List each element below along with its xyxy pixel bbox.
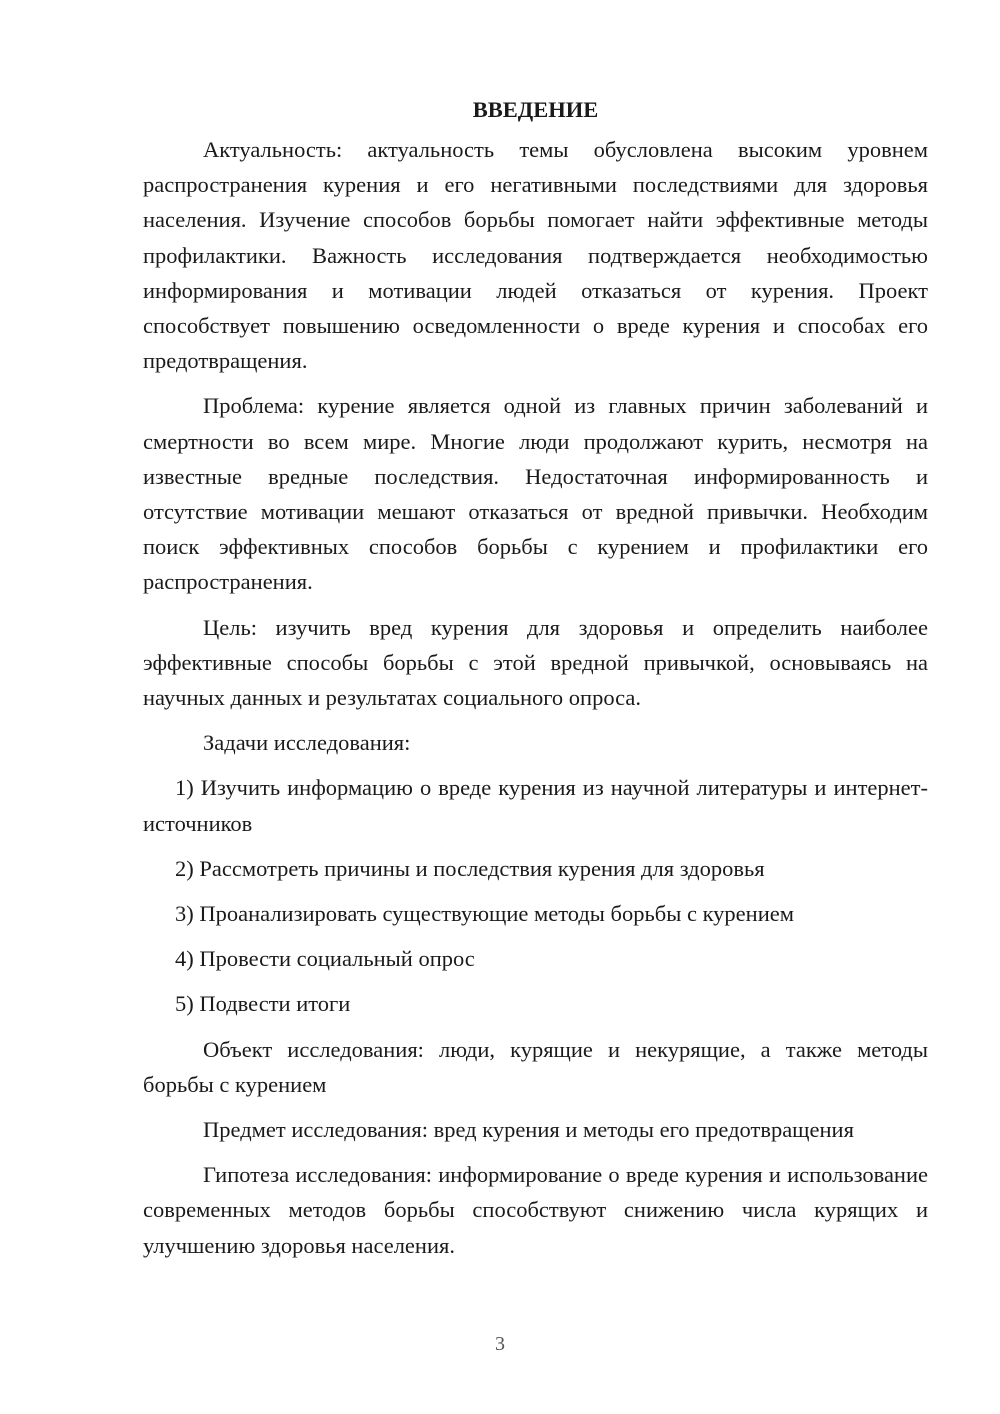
page-title: ВВЕДЕНИЕ bbox=[472, 97, 599, 122]
task-item-3: 3) Проанализировать существующие методы борьбы с курением bbox=[175, 901, 794, 927]
task-item-1: 1) Изучить информацию о вреде курения из научной литературы и интернет-источников bbox=[143, 775, 928, 836]
document-page bbox=[143, 92, 928, 1273]
subject-paragraph: Предмет исследования: вред курения и методы его предотвращения bbox=[203, 1117, 854, 1143]
task-item-5: 5) Подвести итоги bbox=[175, 991, 351, 1017]
task-item-4: 4) Провести социальный опрос bbox=[175, 946, 475, 972]
object-paragraph: Объект исследования: люди, курящие и некурящие, а также методы борьбы с курением bbox=[143, 1036, 928, 1097]
relevance-paragraph: Актуальность: актуальность темы обусловлена высоким уровнем распространения курения и его негативными последствиями для здоровья населения. Изучение способов борьбы помогает найти эффективные методы профилактики. Важность исследования подтверждается необходимостью информирования и мотивации людей отказаться от курения. Проект способствует повышению осведомленности о вреде курения и способах его предотвращения. bbox=[143, 137, 928, 374]
tasks-list bbox=[143, 770, 928, 1021]
tasks-heading: Задачи исследования: bbox=[203, 730, 411, 756]
goal-paragraph: Цель: изучить вред курения для здоровья и определить наиболее эффективные способы борьбы с этой вредной привычкой, основываясь на научных данных и результатах социального опроса. bbox=[143, 614, 928, 711]
hypothesis-paragraph: Гипотеза исследования: информирование о вреде курения и использование современных методов борьбы способствуют снижению числа курящих и улучшению здоровья населения. bbox=[143, 1162, 928, 1258]
page-number: 3 bbox=[495, 1333, 505, 1355]
task-item-2: 2) Рассмотреть причины и последствия курения для здоровья bbox=[175, 855, 765, 881]
problem-paragraph: Проблема: курение является одной из главных причин заболеваний и смертности во всем мире. Многие люди продолжают курить, несмотря на известные вредные последствия. Недостаточная информированность и отсутствие мотивации мешают отказаться от вредной привычки. Необходим поиск эффективных способов борьбы с курением и профилактики его распространения. bbox=[143, 393, 928, 595]
